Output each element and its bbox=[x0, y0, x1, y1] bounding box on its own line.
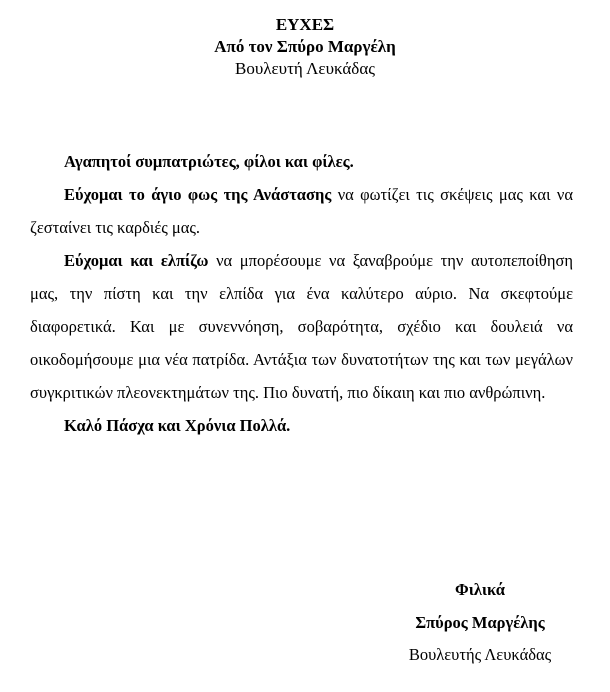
paragraph-1-text: να φωτίζει τις σκέψεις μας και να ζεσταίνει τις καρδιές μας. bbox=[30, 185, 573, 237]
signature-role: Βουλευτής Λευκάδας bbox=[408, 645, 552, 664]
letter-title: ΕΥΧΕΣ bbox=[275, 15, 335, 34]
paragraph-2-bold: Εύχομαι και ελπίζω bbox=[64, 251, 209, 270]
paragraph-1 bbox=[30, 178, 573, 244]
paragraph-2-text: να μπορέσουμε να ξαναβρούμε την αυτοπεποίθηση μας, την πίστη και την ελπίδα για ένα καλύτερο αύριο. Να σκεφτούμε διαφορετικά. Και με συνεννόηση, σοβαρότητα, σχέδιο και δουλειά να οικοδομήσουμε μια νέα πατρίδα. Αντάξια των δυνατοτήτων της και των μεγάλων συγκριτικών πλεονεκτημάτων της. Πιο δυνατή, πιο δίκαιη και πιο ανθρώπινη. bbox=[30, 251, 573, 402]
letter-header bbox=[0, 14, 610, 80]
signature-name: Σπύρος Μαργέλης bbox=[415, 613, 545, 632]
paragraph-2 bbox=[30, 244, 573, 409]
valediction: Φιλικά bbox=[455, 580, 505, 599]
letter-sender-role: Βουλευτή Λευκάδας bbox=[235, 59, 375, 78]
closing-line: Καλό Πάσχα και Χρόνια Πολλά. bbox=[64, 416, 291, 435]
paragraph-1-bold: Εύχομαι το άγιο φως της Ανάστασης bbox=[64, 185, 332, 204]
letter-sender: Από τον Σπύρο Μαργέλη bbox=[214, 37, 396, 56]
letter-body bbox=[30, 145, 573, 442]
salutation: Αγαπητοί συμπατριώτες, φίλοι και φίλες. bbox=[64, 152, 354, 171]
